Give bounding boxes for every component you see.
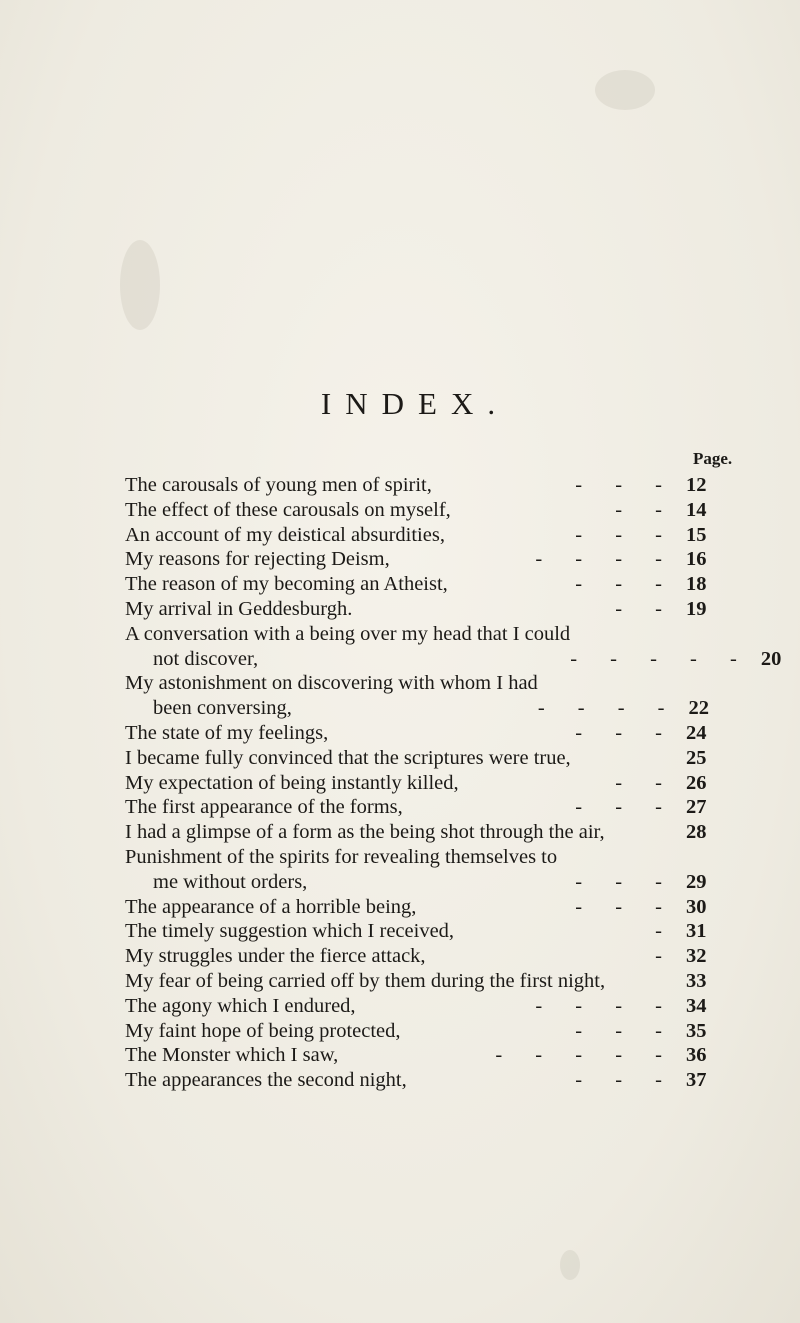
dot-leader: - - - -: [535, 994, 676, 1017]
index-title: INDEX.: [320, 386, 510, 421]
entry-title-line: The appearance of a horrible being,: [125, 895, 417, 918]
entry-page-number: 35: [686, 1019, 707, 1042]
entry-title: [125, 994, 535, 1019]
dot-leader: - - - - -: [570, 647, 751, 670]
entry-page-number: 37: [686, 1069, 707, 1092]
index-entry: [125, 498, 720, 523]
entry-title: [125, 944, 655, 969]
entry-title-line: I became fully convinced that the scriptures were true,: [125, 746, 571, 769]
entry-page-number: 32: [686, 945, 707, 968]
index-entry: [125, 1019, 720, 1044]
entry-page-number: 28: [686, 821, 707, 844]
entry-page-number: 31: [686, 920, 707, 943]
dot-leader: - - -: [575, 1019, 676, 1042]
entry-title: [125, 671, 538, 721]
entry-page-number: 14: [686, 498, 707, 521]
entry-title: [125, 746, 676, 771]
entry-page-number: 22: [688, 697, 709, 720]
dot-leader: - -: [615, 771, 676, 794]
entry-title-line: The agony which I endured,: [125, 994, 356, 1017]
entry-page-number: 30: [686, 895, 707, 918]
index-entry: [125, 473, 720, 498]
index-entry: [125, 1068, 720, 1093]
index-entry: [125, 795, 720, 820]
entry-title-continuation: not discover,: [153, 647, 259, 670]
index-entry: [125, 523, 720, 548]
entry-title: [125, 969, 676, 994]
entry-title-line: My faint hope of being protected,: [125, 1019, 401, 1042]
entry-title-continuation: been conversing,: [153, 697, 292, 720]
entry-page-number: 12: [686, 474, 707, 496]
entry-title-line: The reason of my becoming an Atheist,: [125, 573, 448, 596]
entry-title: [125, 473, 575, 498]
dot-leader: - - -: [575, 870, 676, 893]
dot-leader: - - - -: [537, 697, 679, 720]
index-entry: [125, 721, 720, 746]
entry-title-line: The timely suggestion which I received,: [125, 920, 455, 943]
entry-title-line: The carousals of young men of spirit,: [125, 474, 432, 496]
paper-smudge: [595, 70, 655, 110]
dot-leader: -: [655, 920, 676, 943]
entry-title: [125, 498, 615, 523]
entry-title: [125, 721, 575, 746]
dot-leader: - - - - -: [495, 1044, 676, 1067]
index-entry: [125, 622, 782, 672]
entry-title-line: The state of my feelings,: [125, 721, 329, 744]
index-entry: [125, 820, 720, 845]
entry-title-line: My fear of being carried off by them during the first night,: [125, 969, 606, 992]
dot-leader: - - -: [575, 573, 676, 596]
entry-page-number: 25: [686, 746, 707, 769]
entry-page-number: 18: [686, 573, 707, 596]
index-entry: [125, 994, 720, 1019]
index-entries: [125, 473, 782, 1093]
entry-title: [125, 523, 575, 548]
dot-leader: - - -: [575, 1069, 676, 1092]
dot-leader: - -: [615, 597, 676, 620]
entry-title-line: My struggles under the fierce attack,: [125, 945, 426, 968]
entry-title-line: My expectation of being instantly killed,: [125, 771, 459, 794]
entry-title-line: My reasons for rejecting Deism,: [125, 548, 390, 571]
entry-title: [125, 919, 655, 944]
index-entry: [125, 969, 720, 994]
entry-title: [125, 771, 615, 796]
index-entry: [125, 895, 720, 920]
entry-title: [125, 572, 575, 597]
entry-title-line: The Monster which I saw,: [125, 1044, 339, 1067]
dot-leader: - - -: [575, 721, 676, 744]
entry-title: [125, 795, 575, 820]
page-column-header: Page.: [693, 449, 733, 468]
paper-smudge: [560, 1250, 580, 1280]
index-entry: [125, 547, 720, 572]
index-entry: [125, 919, 720, 944]
entry-page-number: 20: [760, 647, 782, 670]
entry-page-number: 24: [686, 721, 707, 744]
entry-title-line: The first appearance of the forms,: [125, 796, 403, 819]
index-entry: [125, 771, 720, 796]
index-entry: [125, 1043, 720, 1068]
entry-title: [125, 895, 575, 920]
entry-page-number: 36: [686, 1044, 707, 1067]
entry-title: [125, 622, 570, 672]
paper-smudge: [120, 240, 160, 330]
index-entry: [125, 671, 720, 721]
dot-leader: - - -: [575, 523, 676, 546]
entry-page-number: 29: [686, 870, 707, 893]
entry-title-line: A conversation with a being over my head that I could: [125, 622, 571, 645]
entry-title-line: I had a glimpse of a form as the being shot through the air,: [125, 821, 605, 844]
dot-leader: -: [655, 945, 676, 968]
entry-title: [125, 1068, 575, 1093]
entry-title-line: The effect of these carousals on myself,: [125, 498, 451, 521]
entry-title-line: An account of my deistical absurdities,: [125, 523, 445, 546]
entry-page-number: 27: [686, 796, 707, 819]
dot-leader: - - - -: [535, 548, 676, 571]
entry-title: [125, 1043, 495, 1068]
entry-title-continuation: me without orders,: [153, 870, 308, 893]
entry-title: [125, 845, 575, 895]
dot-leader: - -: [615, 498, 676, 521]
entry-page-number: 19: [686, 597, 707, 620]
entry-page-number: 15: [686, 523, 707, 546]
entry-title: [125, 1019, 575, 1044]
entry-page-number: 34: [686, 994, 707, 1017]
entry-page-number: 16: [686, 548, 707, 571]
index-entry: [125, 746, 720, 771]
entry-title: [125, 820, 676, 845]
entry-title-line: My arrival in Geddesburgh.: [125, 597, 353, 620]
dot-leader: - - -: [575, 796, 676, 819]
entry-title-line: My astonishment on discovering with whom I had: [125, 672, 538, 695]
entry-page-number: 26: [686, 771, 707, 794]
entry-title-line: Punishment of the spirits for revealing themselves to: [125, 845, 558, 868]
index-entry: [125, 944, 720, 969]
index-entry: [125, 572, 720, 597]
entry-title-line: The appearances the second night,: [125, 1069, 407, 1092]
entry-page-number: 33: [686, 969, 707, 992]
entry-title: [125, 597, 615, 622]
dot-leader: - - -: [575, 474, 676, 496]
index-entry: [125, 845, 720, 895]
dot-leader: - - -: [575, 895, 676, 918]
index-entry: [125, 597, 720, 622]
entry-title: [125, 547, 535, 572]
